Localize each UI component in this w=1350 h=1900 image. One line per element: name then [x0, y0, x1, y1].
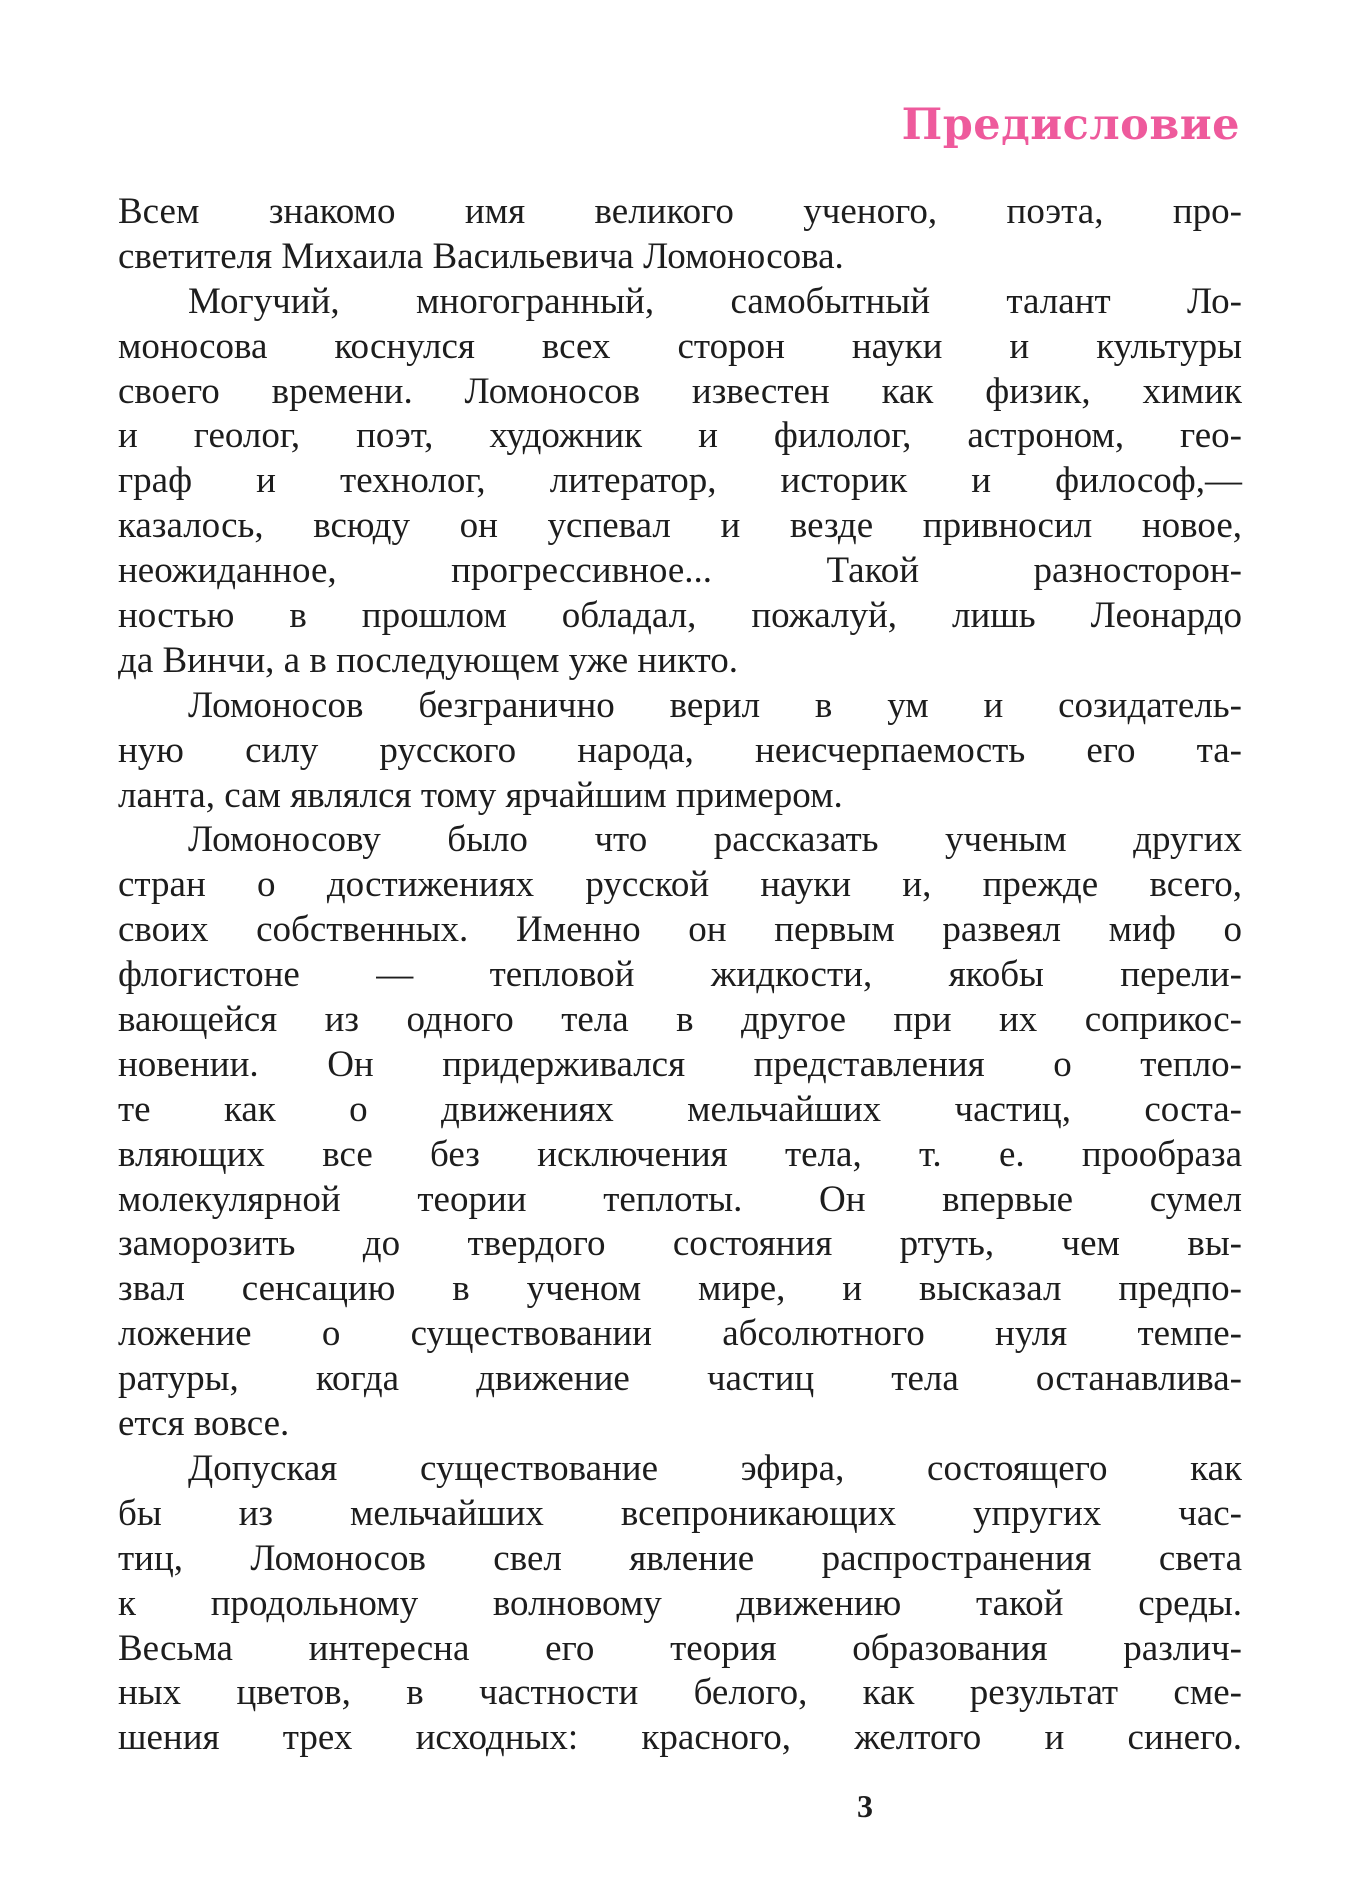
text-line: светителя Михаила Васильевича Ломоносова. — [118, 235, 844, 277]
text-line: Весьма интересна его теория образования различ- — [118, 1627, 1242, 1669]
body-text — [118, 190, 1242, 1761]
text-line: своего времени. Ломоносов известен как физик, химик — [118, 370, 1242, 412]
text-line: шения трех исходных: красного, желтого и синего. — [118, 1717, 1242, 1759]
text-line: Могучий, многогранный, самобытный талант Ло- — [188, 280, 1242, 322]
text-line: тиц, Ломоносов свел явление распространения света — [118, 1537, 1242, 1579]
text-line: стран о достижениях русской науки и, прежде всего, — [118, 864, 1242, 906]
text-line: ратуры, когда движение частиц тела останавлива- — [118, 1358, 1242, 1400]
text-line: граф и технолог, литератор, историк и философ,— — [118, 460, 1242, 502]
text-line: неожиданное, прогрессивное... Такой разносторон- — [118, 550, 1242, 592]
text-line: ложение о существовании абсолютного нуля темпе- — [118, 1313, 1242, 1355]
text-line: и геолог, поэт, художник и филолог, астроном, гео- — [118, 415, 1242, 457]
text-line: новении. Он придерживался представления о тепло- — [118, 1043, 1242, 1085]
text-line: Всем знакомо имя великого ученого, поэта, про- — [118, 191, 1242, 232]
text-line: да Винчи, а в последующем уже никто. — [118, 639, 738, 681]
text-line: звал сенсацию в ученом мире, и высказал предпо- — [118, 1268, 1242, 1310]
text-line: Ломоносову было что рассказать ученым других — [188, 819, 1242, 861]
text-line: своих собственных. Именно он первым развеял миф о — [118, 909, 1242, 951]
text-line: те как о движениях мельчайших частиц, соста- — [118, 1088, 1242, 1130]
text-line: ных цветов, в частности белого, как результат сме- — [118, 1672, 1242, 1714]
text-line: вающейся из одного тела в другое при их соприкос- — [118, 999, 1242, 1041]
text-line: ланта, сам являлся тому ярчайшим примером. — [118, 774, 843, 816]
text-line: заморозить до твердого состояния ртуть, чем вы- — [118, 1223, 1242, 1265]
text-line: вляющих все без исключения тела, т. е. прообраза — [118, 1133, 1242, 1175]
text-line: бы из мельчайших всепроникающих упругих час- — [118, 1492, 1242, 1534]
text-line: ную силу русского народа, неисчерпаемость его та- — [118, 729, 1242, 771]
chapter-heading: Предисловие — [901, 100, 1240, 150]
text-line: Допуская существование эфира, состоящего как — [188, 1447, 1242, 1489]
text-line: к продольному волновому движению такой среды. — [118, 1582, 1242, 1624]
text-line: молекулярной теории теплоты. Он впервые сумел — [118, 1178, 1242, 1220]
text-line: моносова коснулся всех сторон науки и культуры — [118, 325, 1242, 367]
page-number: 3 — [857, 1788, 873, 1824]
text-line: казалось, всюду он успевал и везде привносил новое, — [118, 505, 1242, 547]
text-line: флогистоне — тепловой жидкости, якобы перели- — [118, 954, 1242, 996]
text-line: Ломоносов безгранично верил в ум и созидатель- — [188, 684, 1242, 726]
text-line: ется вовсе. — [118, 1403, 290, 1445]
text-line: ностью в прошлом обладал, пожалуй, лишь Леонардо — [118, 595, 1242, 637]
